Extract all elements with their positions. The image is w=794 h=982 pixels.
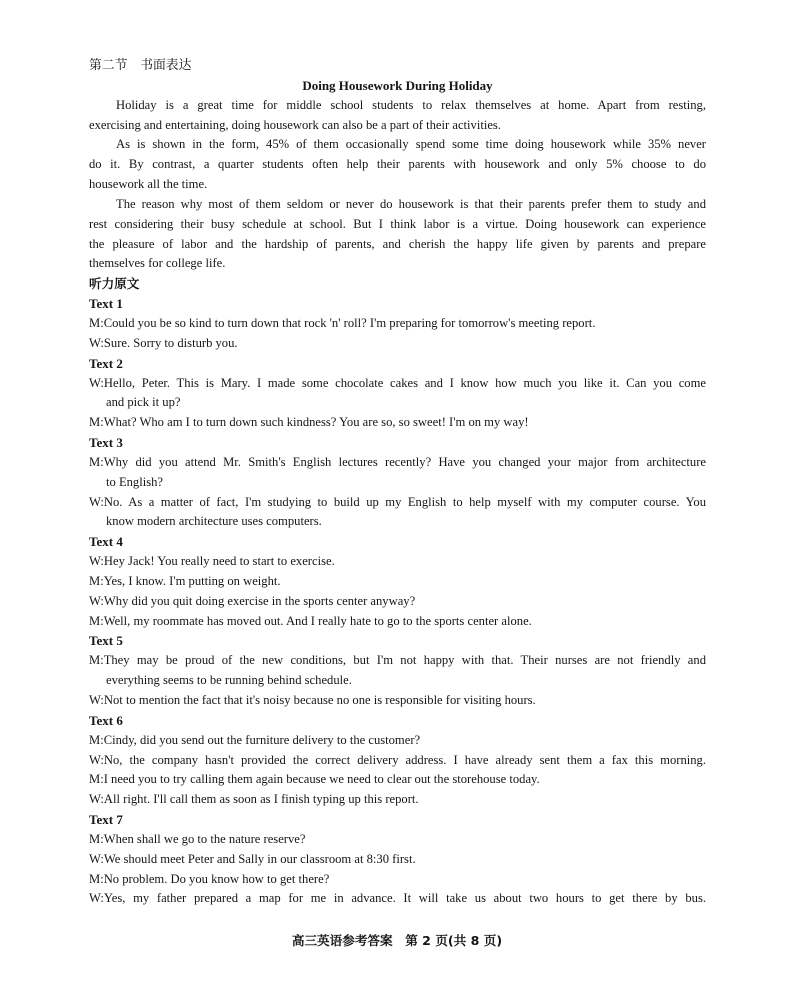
- transcript-block: [89, 532, 706, 631]
- essay-line: housework all the time.: [89, 177, 208, 192]
- dialogue-line: M:Cindy, did you send out the furniture delivery to the customer?: [89, 732, 421, 747]
- essay-line: do it. By contrast, a quarter students often help their parents with housework and only 5% choose to do: [89, 157, 706, 172]
- text-label: Text 6: [89, 712, 123, 728]
- section-label: 第二节 书面表达: [89, 58, 192, 73]
- document-page: [89, 56, 706, 909]
- dialogue-line: M:Yes, I know. I'm putting on weight.: [89, 573, 281, 588]
- dialogue-line: W:Sure. Sorry to disturb you.: [89, 335, 238, 350]
- transcript-block: [89, 433, 706, 532]
- dialogue-line: W:Hey Jack! You really need to start to exercise.: [89, 554, 335, 569]
- text-label: Text 1: [89, 296, 123, 312]
- text-label: Text 3: [89, 435, 123, 451]
- dialogue-line: M:I need you to try calling them again because we need to clear out the storehouse today.: [89, 772, 540, 787]
- page-footer: 高三英语参考答案 第 2 页(共 8 页): [291, 933, 503, 948]
- dialogue-line: W:No, the company hasn't provided the correct delivery address. I have already sent them a fax this morning.: [89, 752, 706, 767]
- dialogue-line: and pick it up?: [106, 395, 181, 410]
- transcript-block: [89, 810, 706, 909]
- text-label: Text 4: [89, 534, 123, 550]
- dialogue-line: W:No. As a matter of fact, I'm studying to build up my English to help myself with my computer course. You: [89, 494, 706, 509]
- transcripts: [89, 294, 706, 909]
- dialogue-line: W:Not to mention the fact that it's noisy because no one is responsible for visiting hours.: [89, 693, 536, 707]
- dialogue-line: M:What? Who am I to turn down such kindness? You are so, so sweet! I'm on my way!: [89, 415, 529, 430]
- transcript-block: [89, 294, 706, 354]
- dialogue-line: M:Well, my roommate has moved out. And I really hate to go to the sports center alone.: [89, 613, 532, 628]
- transcript-heading: 听力原文: [89, 276, 140, 292]
- dialogue-line: M:No problem. Do you know how to get there?: [89, 871, 330, 886]
- dialogue-line: W:We should meet Peter and Sally in our classroom at 8:30 first.: [89, 851, 416, 866]
- dialogue-line: to English?: [106, 474, 164, 489]
- dialogue-line: W:Why did you quit doing exercise in the sports center anyway?: [89, 593, 416, 608]
- dialogue-line: M:They may be proud of the new conditions, but I'm not happy with that. Their nurses are not friendly and: [89, 653, 706, 668]
- essay-line: The reason why most of them seldom or never do housework is that their parents prefer them to study and: [116, 196, 706, 211]
- transcript-block: [89, 631, 706, 710]
- transcript-block: [89, 711, 706, 810]
- dialogue-line: W:Yes, my father prepared a map for me in advance. It will take us about two hours to get there by bus.: [89, 891, 706, 906]
- transcript-block: [89, 354, 706, 433]
- essay-line: rest considering their busy schedule at school. But I think labor is a virtue. Doing housework can experience: [89, 216, 706, 231]
- essay-title: Doing Housework During Holiday: [302, 77, 493, 93]
- essay-line: exercising and entertaining, doing housework can also be a part of their activities.: [89, 117, 501, 132]
- dialogue-line: M:Why did you attend Mr. Smith's English lectures recently? Have you changed your major from architecture: [89, 454, 706, 469]
- dialogue-line: M:When shall we go to the nature reserve?: [89, 831, 306, 846]
- dialogue-line: M:Could you be so kind to turn down that rock 'n' roll? I'm preparing for tomorrow's meeting report.: [89, 315, 596, 330]
- dialogue-line: know modern architecture uses computers.: [106, 514, 322, 529]
- essay-line: As is shown in the form, 45% of them occasionally spend some time doing housework while 35% never: [116, 137, 706, 152]
- dialogue-line: everything seems to be running behind schedule.: [106, 673, 352, 688]
- essay-line: the pleasure of labor and the hardship of parents, and cherish the happy life given by parents and prepare: [89, 236, 706, 251]
- dialogue-line: W:Hello, Peter. This is Mary. I made some chocolate cakes and I know how much you like it. Can you come: [89, 375, 706, 390]
- essay-line: Holiday is a great time for middle school students to relax themselves at home. Apart from resting,: [116, 97, 706, 112]
- essay-body: [89, 96, 706, 275]
- text-label: Text 2: [89, 355, 123, 371]
- text-label: Text 7: [89, 812, 123, 828]
- dialogue-line: W:All right. I'll call them as soon as I finish typing up this report.: [89, 792, 419, 807]
- text-label: Text 5: [89, 633, 123, 649]
- essay-line: themselves for college life.: [89, 256, 226, 271]
